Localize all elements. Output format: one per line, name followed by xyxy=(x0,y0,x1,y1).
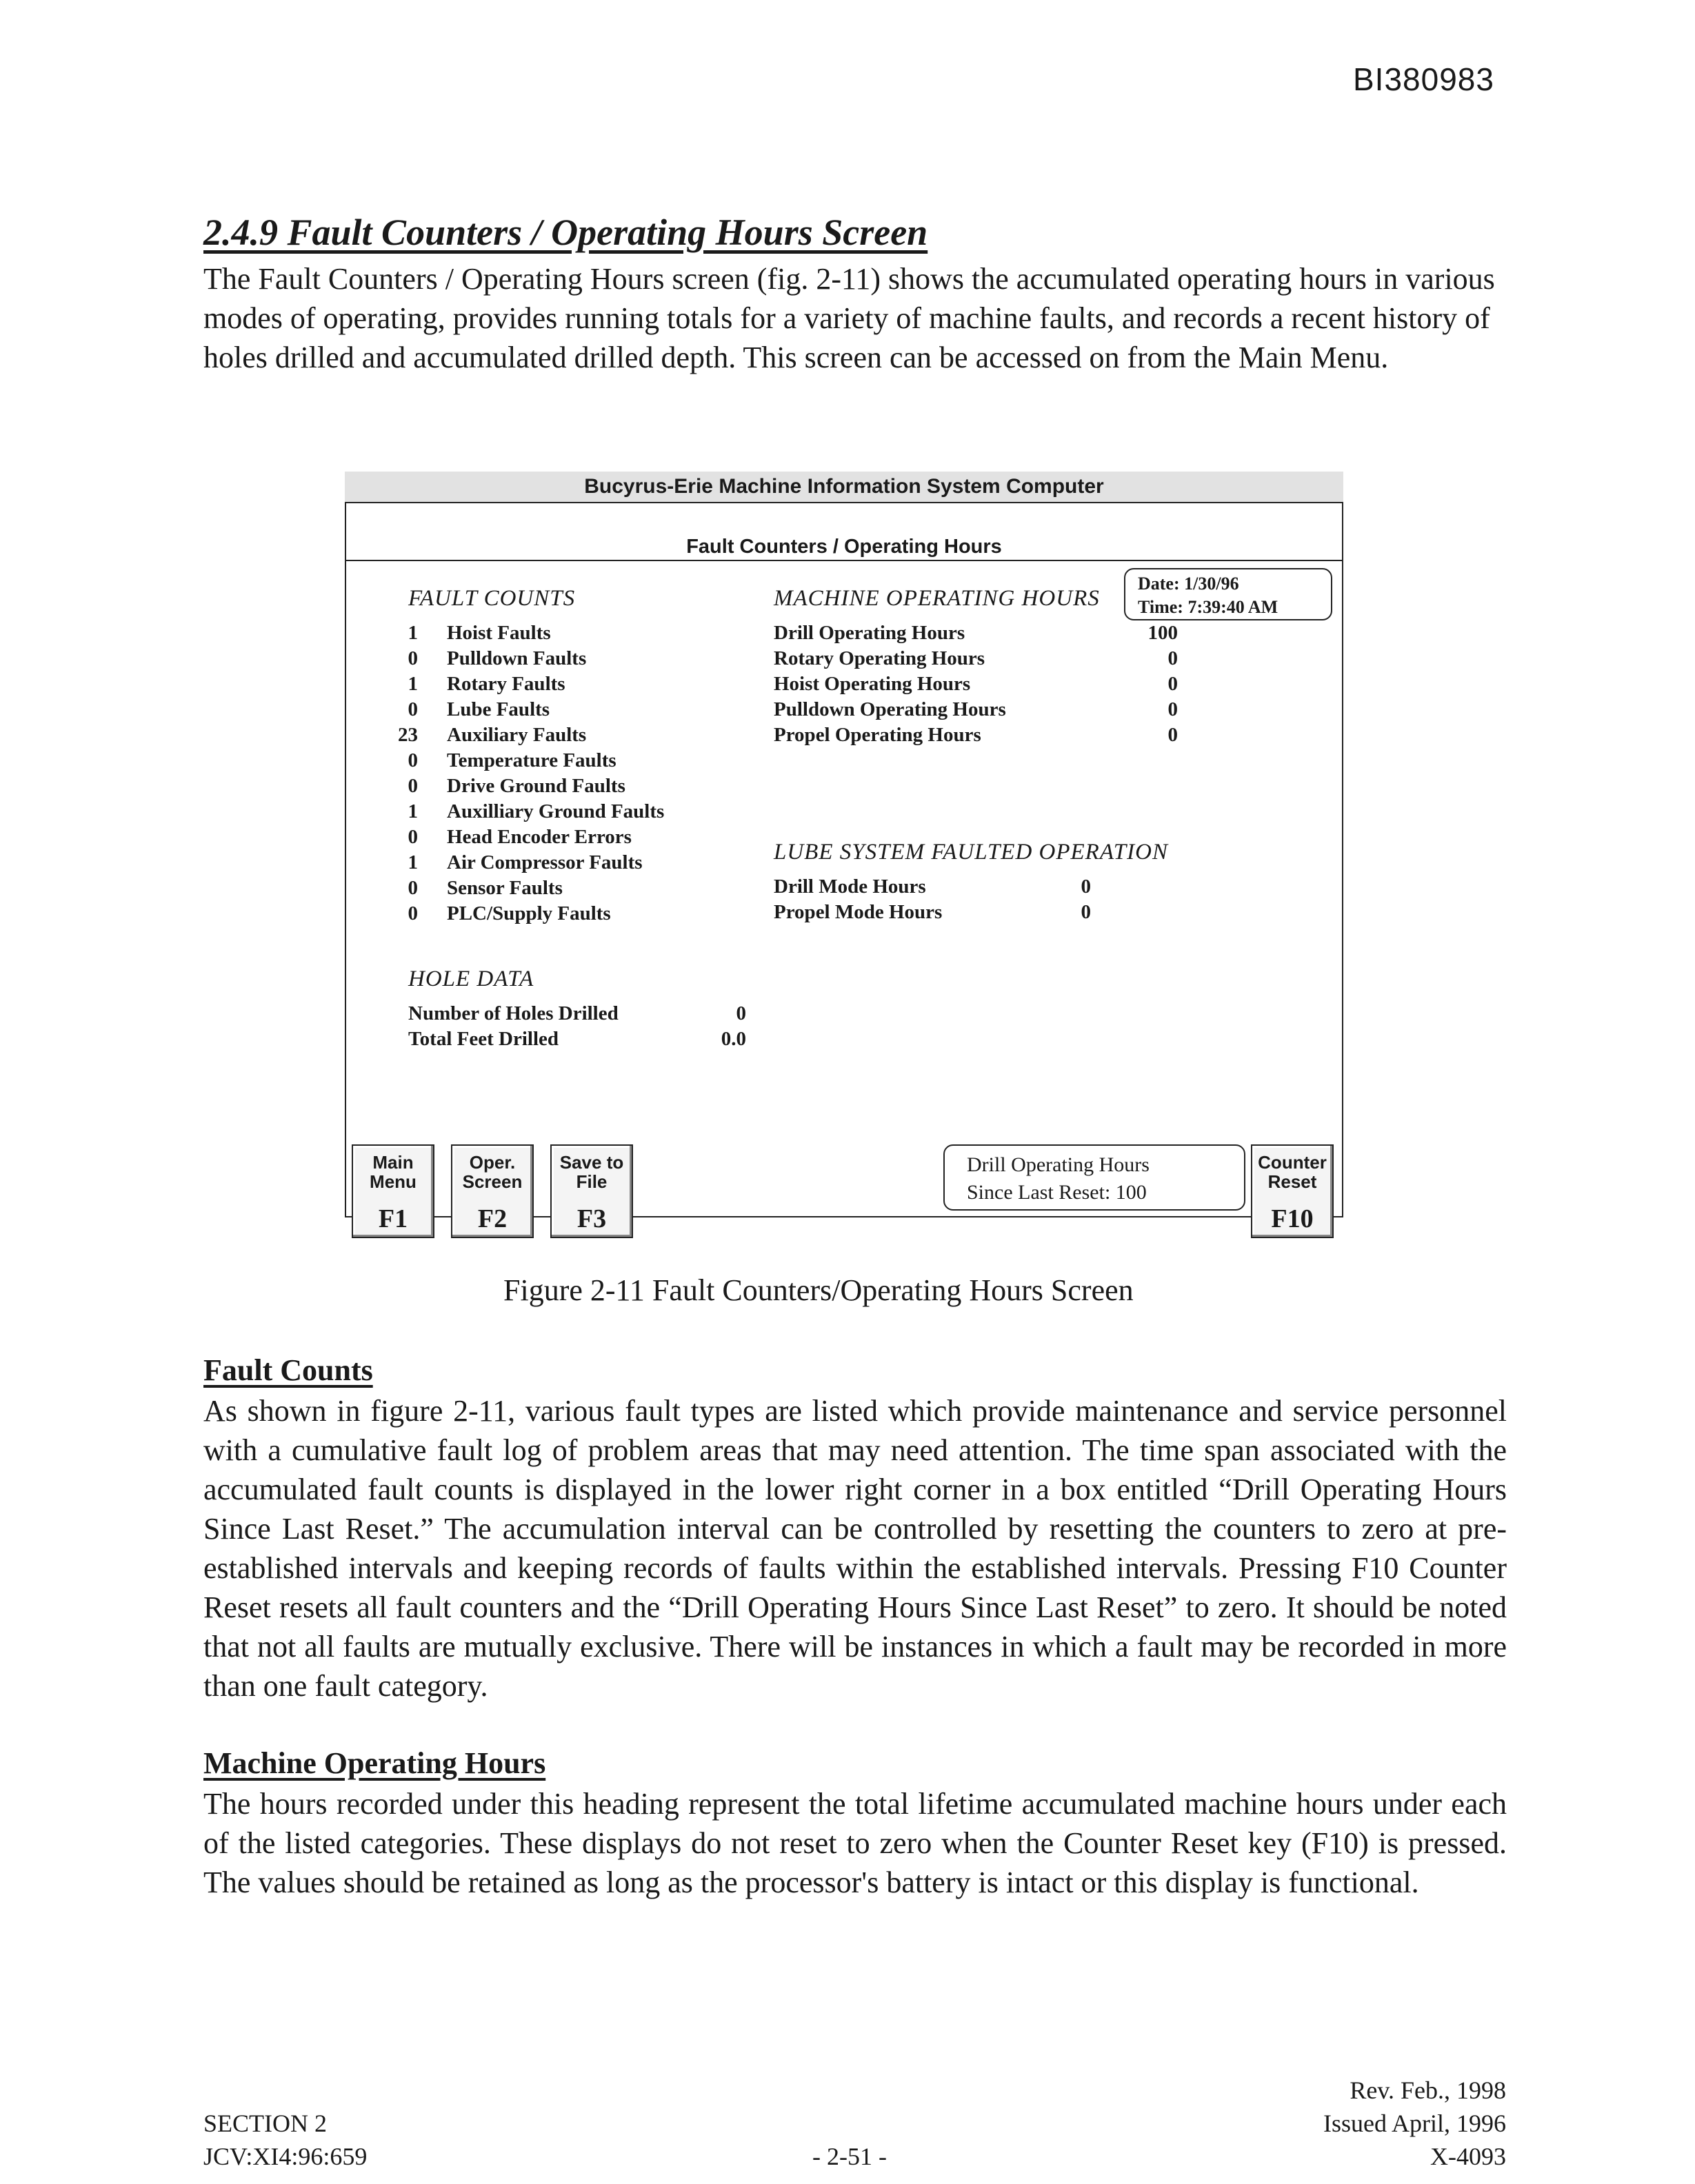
fault-row-label: Pulldown Faults xyxy=(447,647,587,669)
fault-row-value: 0 xyxy=(408,775,418,797)
hole-data-heading: HOLE DATA xyxy=(408,967,534,991)
button-key: F2 xyxy=(477,1204,508,1233)
hours-row-label: Drill Operating Hours xyxy=(774,622,965,644)
hole-row-label: Number of Holes Drilled xyxy=(408,1002,619,1024)
machine-hours-heading: MACHINE OPERATING HOURS xyxy=(774,586,1100,611)
button-key: F1 xyxy=(378,1204,408,1233)
fault-row-value: 1 xyxy=(408,622,418,644)
fault-row-label: Drive Ground Faults xyxy=(447,775,625,797)
reset-box-line2: Since Last Reset: 100 xyxy=(967,1181,1147,1204)
fault-row-label: Air Compressor Faults xyxy=(447,851,643,873)
button-label: Menu xyxy=(370,1171,417,1192)
footer-issued: Issued April, 1996 xyxy=(1323,2110,1506,2137)
document-id: BI380983 xyxy=(1353,61,1494,97)
fault-row-label: PLC/Supply Faults xyxy=(447,902,611,924)
page-number: - 2-51 - xyxy=(812,2143,887,2170)
button-label: Counter xyxy=(1258,1152,1327,1173)
fault-row-value: 0 xyxy=(408,698,418,720)
screen-figure xyxy=(345,472,1343,1233)
hole-row-value: 0 xyxy=(736,1002,746,1024)
lube-heading: LUBE SYSTEM FAULTED OPERATION xyxy=(774,840,1168,865)
fault-row-value: 0 xyxy=(408,749,418,771)
fault-row-value: 1 xyxy=(408,673,418,695)
oper-screen-button[interactable] xyxy=(451,1144,534,1238)
fault-row-value: 1 xyxy=(408,800,418,822)
fault-counts-paragraph: As shown in figure 2-11, various fault types are listed which provide maintenance and service personnel with a cumulative fault log of problem areas that may need attention. The time span associated with the accumulated fault counts is displayed in the lower right corner in a box entitled “Drill Operating Hours Since Last Reset.” The accumulation interval can be controlled by resetting the counters to zero at pre-established intervals and keeping records of faults within the established intervals. Pressing F10 Counter Reset resets all fault counters and the “Drill Operating Hours Since Last Reset” to zero. It should be noted that not all faults are mutually exclusive. There will be instances in which a fault may be recorded in more than one fault category. xyxy=(203,1394,1507,1703)
button-label: Oper. xyxy=(469,1152,516,1173)
reset-box-line1: Drill Operating Hours xyxy=(967,1153,1150,1176)
hours-row-value: 0 xyxy=(1167,698,1178,720)
machine-hours-paragraph: The hours recorded under this heading represent the total lifetime accumulated machine hours under each of the listed categories. These displays do not reset to zero when the Counter Reset key (F10) is pressed. The values should be retained as long as the processor's battery is intact or this display is functional. xyxy=(203,1787,1507,1899)
hours-row-label: Rotary Operating Hours xyxy=(774,647,985,669)
hours-row-value: 0 xyxy=(1167,673,1178,695)
hours-row-value: 100 xyxy=(1147,622,1178,644)
counter-reset-button[interactable] xyxy=(1251,1144,1334,1238)
fault-row-value: 0 xyxy=(408,902,418,924)
footer-revision: Rev. Feb., 1998 xyxy=(1350,2076,1506,2104)
fault-row-label: Sensor Faults xyxy=(447,877,563,899)
button-label: File xyxy=(576,1171,608,1192)
fault-row-label: Auxilliary Ground Faults xyxy=(447,800,665,822)
time-text: Time: 7:39:40 AM xyxy=(1138,597,1278,617)
main-menu-button[interactable] xyxy=(352,1144,434,1238)
fault-row-label: Auxiliary Faults xyxy=(447,724,587,746)
fault-row-value: 23 xyxy=(398,724,418,746)
section-heading: 2.4.9 Fault Counters / Operating Hours Screen xyxy=(203,212,928,253)
button-label: Save to xyxy=(559,1152,624,1173)
fault-row-label: Rotary Faults xyxy=(447,673,565,695)
fault-row-label: Lube Faults xyxy=(447,698,550,720)
figure-caption: Figure 2-11 Fault Counters/Operating Hours Screen xyxy=(503,1273,1134,1307)
date-time-box xyxy=(1124,568,1332,620)
intro-paragraph: The Fault Counters / Operating Hours screen (fig. 2-11) shows the accumulated operating hours in various modes of operating, provides running totals for a variety of machine faults, and records a recent history of holes drilled and accumulated drilled depth. This screen can be accessed on from the Main Menu. xyxy=(203,262,1495,374)
fault-row-label: Temperature Faults xyxy=(447,749,616,771)
fault-row-value: 1 xyxy=(408,851,418,873)
hours-row-label: Hoist Operating Hours xyxy=(774,673,971,695)
footer-doc-number: X-4093 xyxy=(1430,2143,1506,2170)
lube-row-label: Drill Mode Hours xyxy=(774,876,926,898)
button-label: Screen xyxy=(462,1171,523,1192)
screen-frame xyxy=(345,502,1343,1233)
hole-row-label: Total Feet Drilled xyxy=(408,1028,559,1050)
lube-row-value: 0 xyxy=(1081,901,1091,923)
footer-code: JCV:XI4:96:659 xyxy=(203,2143,368,2170)
button-key: F10 xyxy=(1271,1204,1314,1233)
date-text: Date: 1/30/96 xyxy=(1138,574,1239,594)
hours-row-value: 0 xyxy=(1167,647,1178,669)
hours-row-value: 0 xyxy=(1167,724,1178,746)
fault-row-value: 0 xyxy=(408,877,418,899)
hole-row-value: 0.0 xyxy=(721,1028,746,1050)
fault-counts-heading: FAULT COUNTS xyxy=(408,586,576,611)
machine-hours-subheading: Machine Operating Hours xyxy=(203,1746,546,1780)
fault-row-label: Head Encoder Errors xyxy=(447,826,632,848)
button-label: Main xyxy=(372,1152,414,1173)
lube-row-value: 0 xyxy=(1081,876,1091,898)
hours-row-label: Pulldown Operating Hours xyxy=(774,698,1006,720)
save-to-file-button[interactable] xyxy=(550,1144,633,1238)
lube-row-label: Propel Mode Hours xyxy=(774,901,943,923)
hours-row-label: Propel Operating Hours xyxy=(774,724,981,746)
footer-section: SECTION 2 xyxy=(203,2110,327,2137)
fault-row-value: 0 xyxy=(408,826,418,848)
button-key: F3 xyxy=(576,1204,607,1233)
fault-counts-subheading: Fault Counts xyxy=(203,1353,373,1387)
fault-row-value: 0 xyxy=(408,647,418,669)
drill-hours-since-reset-box xyxy=(943,1144,1245,1211)
window-title: Bucyrus-Erie Machine Information System Computer xyxy=(345,472,1343,502)
fault-row-label: Hoist Faults xyxy=(447,622,551,644)
screen-title: Fault Counters / Operating Hours xyxy=(346,534,1342,561)
button-label: Reset xyxy=(1267,1171,1317,1192)
